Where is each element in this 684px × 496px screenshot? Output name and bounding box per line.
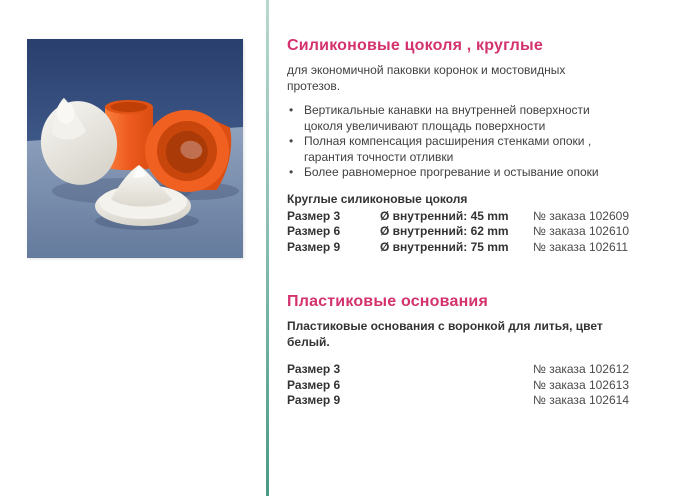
product-photo [27,39,243,258]
product-table [287,209,648,256]
section-plastic-bases [287,292,648,409]
vertical-divider [266,0,269,496]
product-photo-illustration [27,39,243,258]
table-row [287,393,648,409]
size-label: Размер 6 [287,224,341,238]
table-row [287,224,648,240]
section-intro: для экономичной паковки коронок и мостовидных протезов. [287,63,566,93]
order-number: № заказа 102613 [533,377,629,392]
feature-list [287,103,648,181]
table-row [287,240,648,256]
size-label: Размер 9 [287,239,341,254]
order-number: № заказа 102609 [533,208,629,223]
diameter-value: Ø внутренний: 75 mm [380,239,509,254]
order-number: № заказа 102611 [533,239,629,254]
section-intro: Пластиковые основания с воронкой для литья, цвет белый. [287,319,603,349]
size-label: Размер 3 [287,208,341,223]
order-number: № заказа 102610 [533,224,629,238]
table-row [287,378,648,394]
section-title: Пластиковые основания [287,293,489,310]
section-title: Силиконовые цоколя , круглые [287,37,543,54]
product-table [287,362,648,409]
order-number: № заказа 102612 [533,362,629,376]
product-table-title: Круглые силиконовые цоколя [287,191,468,206]
size-label: Размер 9 [287,393,341,407]
table-row [287,362,648,378]
feature-item: • Полная компенсация расширения стенками опоки , гарантия точности отливки [287,134,609,165]
content-column [287,36,648,409]
diameter-value: Ø внутренний: 62 mm [380,224,509,238]
size-label: Размер 6 [287,377,341,392]
table-row [287,209,648,225]
diameter-value: Ø внутренний: 45 mm [380,208,509,223]
feature-item: • Более равномерное прогревание и остывание опоки [287,165,609,181]
size-label: Размер 3 [287,362,341,376]
section-silicone-bases [287,36,648,255]
feature-item: • Вертикальные канавки на внутренней поверхности цоколя увеличивают площадь поверхности [287,103,609,134]
order-number: № заказа 102614 [533,393,629,407]
